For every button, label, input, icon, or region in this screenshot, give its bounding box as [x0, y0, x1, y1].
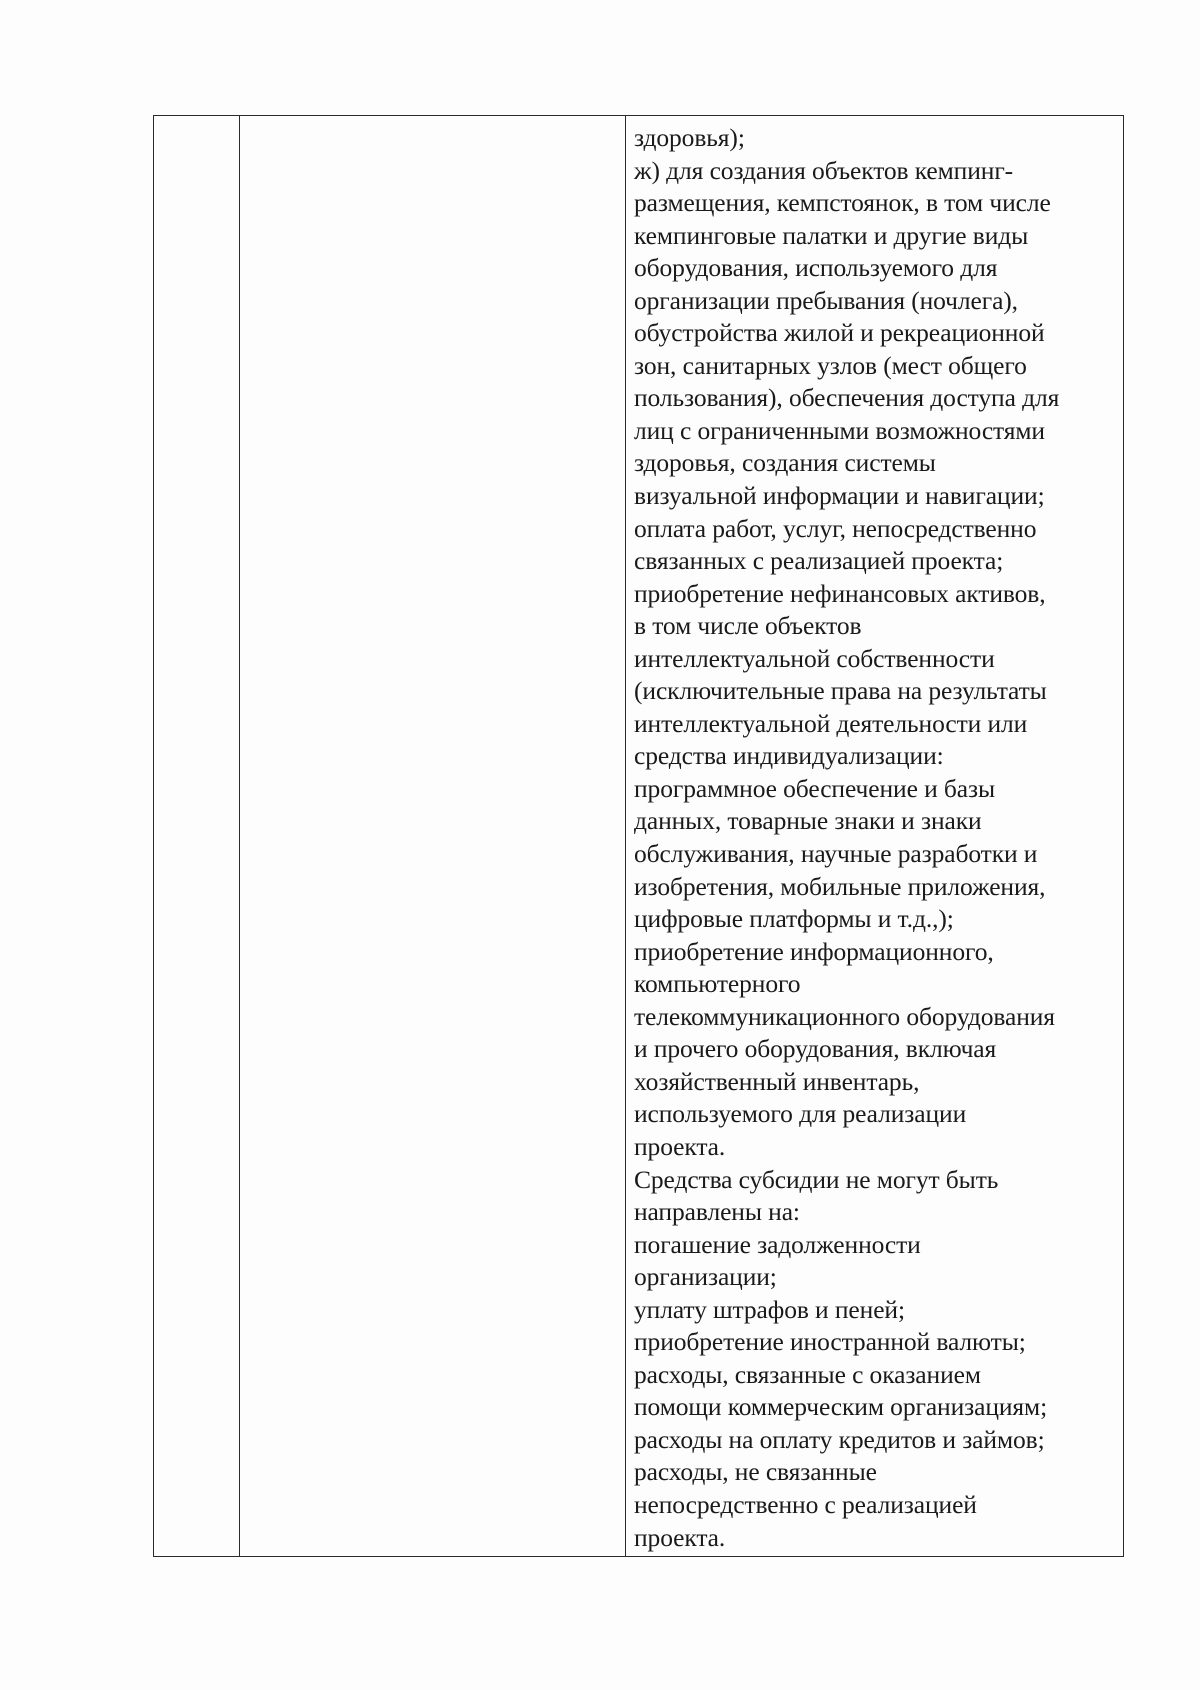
text-line: ж) для создания объектов кемпинг-: [634, 155, 1014, 185]
text-line: кемпинговые палатки и другие виды: [634, 220, 1029, 250]
text-line: приобретение нефинансовых активов,: [634, 578, 1046, 608]
text-line: проекта.: [634, 1522, 726, 1552]
column-divider-2: [625, 116, 626, 1556]
text-line: расходы на оплату кредитов и займов;: [634, 1424, 1045, 1454]
text-line: изобретения, мобильные приложения,: [634, 871, 1046, 901]
text-line: связанных с реализацией проекта;: [634, 546, 1004, 576]
text-line: пользования), обеспечения доступа для: [634, 383, 1060, 413]
text-line: телекоммуникационного оборудования: [634, 1001, 1055, 1031]
text-line: помощи коммерческим организациям;: [634, 1392, 1048, 1422]
text-line: оборудования, используемого для: [634, 253, 998, 283]
text-line: визуальной информации и навигации;: [634, 481, 1045, 511]
text-line: уплату штрафов и пеней;: [634, 1294, 905, 1324]
text-line: организации пребывания (ночлега),: [634, 285, 1018, 315]
text-line: данных, товарные знаки и знаки: [634, 806, 982, 836]
text-line: непосредственно с реализацией: [634, 1489, 977, 1519]
text-line: Средства субсидии не могут быть: [634, 1164, 999, 1194]
text-line: расходы, связанные с оказанием: [634, 1359, 981, 1389]
text-line: программное обеспечение и базы: [634, 773, 995, 803]
text-line: в том числе объектов: [634, 611, 862, 641]
text-line: цифровые платформы и т.д.,);: [634, 904, 954, 934]
text-line: обустройства жилой и рекреационной: [634, 318, 1045, 348]
text-line: интеллектуальной деятельности или: [634, 708, 1028, 738]
table-cell-text: [634, 122, 1122, 1554]
text-line: здоровья);: [634, 123, 745, 152]
text-line: хозяйственный инвентарь,: [634, 1066, 920, 1096]
text-line: (исключительные права на результаты: [634, 676, 1047, 706]
text-line: оплата работ, услуг, непосредственно: [634, 513, 1037, 543]
text-line: зон, санитарных узлов (мест общего: [634, 350, 1027, 380]
text-line: погашение задолженности: [634, 1229, 921, 1259]
text-line: используемого для реализации: [634, 1099, 967, 1129]
column-divider-1: [239, 116, 240, 1556]
text-line: средства индивидуализации:: [634, 741, 944, 771]
text-line: здоровья, создания системы: [634, 448, 936, 478]
text-line: обслуживания, научные разработки и: [634, 839, 1038, 869]
text-line: и прочего оборудования, включая: [634, 1034, 997, 1064]
text-line: приобретение иностранной валюты;: [634, 1327, 1026, 1357]
text-line: размещения, кемпстоянок, в том числе: [634, 188, 1051, 218]
text-line: интеллектуальной собственности: [634, 643, 995, 673]
text-line: расходы, не связанные: [634, 1457, 877, 1487]
text-line: приобретение информационного,: [634, 936, 994, 966]
document-table: [153, 115, 1124, 1557]
text-line: лиц с ограниченными возможностями: [634, 415, 1045, 445]
text-line: организации;: [634, 1262, 777, 1292]
text-line: компьютерного: [634, 969, 801, 999]
text-line: проекта.: [634, 1131, 726, 1161]
text-line: направлены на:: [634, 1197, 800, 1227]
